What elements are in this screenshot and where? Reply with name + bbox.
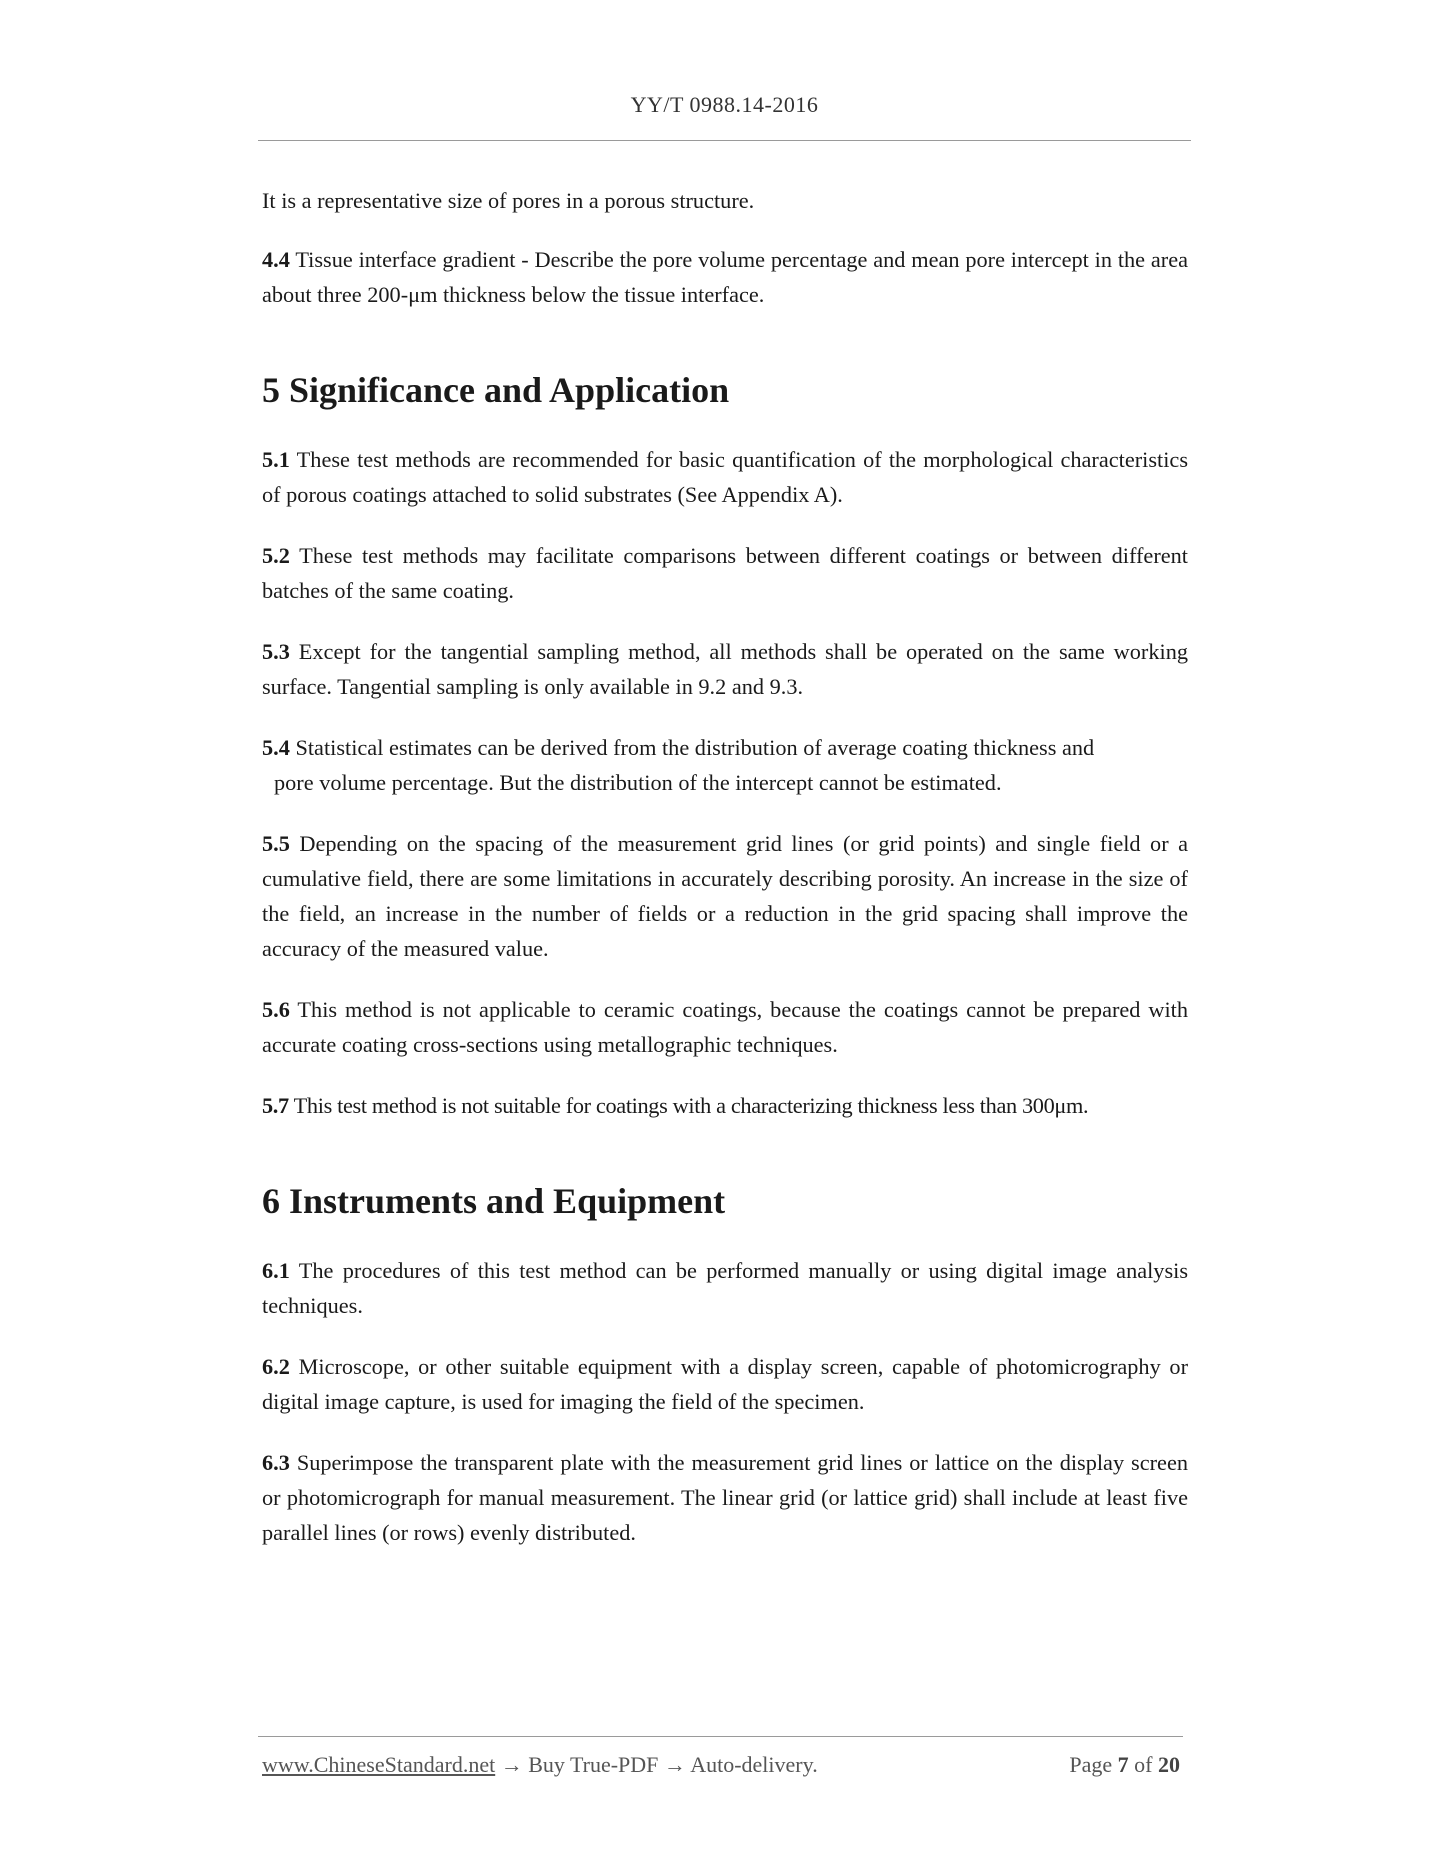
of-label: of — [1134, 1752, 1153, 1777]
clause-number: 5.3 — [262, 639, 290, 664]
clause-5-4 — [262, 730, 1188, 800]
clause-number: 5.7 — [262, 1093, 289, 1118]
clause-text: Superimpose the transparent plate with the measurement grid lines or lattice on the display screen or photomicrograph for manual measurement. The linear grid (or lattice grid) shall include at least five parallel lines (or rows) evenly distributed. — [262, 1450, 1188, 1545]
website-link[interactable]: www.ChineseStandard.net — [262, 1752, 496, 1777]
clause-number: 5.5 — [262, 831, 290, 856]
section-6-heading: 6 Instruments and Equipment — [262, 1181, 726, 1221]
footer-promo — [262, 1752, 818, 1778]
clause-5-2 — [262, 538, 1188, 608]
clause-number: 6.3 — [262, 1450, 290, 1475]
section-5-heading: 5 Significance and Application — [262, 370, 730, 410]
clause-text: This method is not applicable to ceramic coatings, because the coatings cannot be prepared with accurate coating cross-sections using metallographic techniques. — [262, 997, 1189, 1057]
clause-text: Statistical estimates can be derived from the distribution of average coating thickness and — [295, 735, 1095, 760]
arrow-icon: → — [663, 1752, 686, 1777]
clause-5-1 — [262, 442, 1188, 512]
intro-text: It is a representative size of pores in a porous structure. — [262, 188, 755, 213]
clause-5-6 — [262, 992, 1188, 1062]
clause-number: 5.2 — [262, 543, 290, 568]
page-number: 7 — [1117, 1752, 1129, 1777]
clause-text: These test methods may facilitate comparisons between different coatings or between different batches of the same coating. — [262, 543, 1188, 603]
auto-delivery-text: Auto-delivery. — [690, 1752, 818, 1777]
footer-divider — [258, 1736, 1183, 1737]
clause-text: Depending on the spacing of the measurement grid lines (or grid points) and single field or a cumulative field, there are some limitations in accurately describing porosity. An increase in the size of the field, an increase in the number of fields or a reduction in the grid spacing shall improve the accuracy of the measured value. — [262, 831, 1189, 961]
clause-text-continued: pore volume percentage. But the distribution of the intercept cannot be estimated. — [274, 770, 1002, 795]
clause-5-7 — [262, 1088, 1188, 1123]
clause-text: The procedures of this test method can be performed manually or using digital image analysis techniques. — [262, 1258, 1189, 1318]
clause-text: This test method is not suitable for coatings with a characterizing thickness less than 300μm. — [293, 1093, 1089, 1118]
clause-4-4 — [262, 242, 1188, 312]
clause-text: Microscope, or other suitable equipment with a display screen, capable of photomicrography or digital image capture, is used for imaging the field of the specimen. — [262, 1354, 1188, 1414]
clause-5-5 — [262, 826, 1188, 966]
clause-text: Tissue interface gradient - Describe the pore volume percentage and mean pore intercept in the area about three 200-μm thickness below the tissue interface. — [262, 247, 1188, 307]
clause-number: 6.2 — [262, 1354, 290, 1379]
arrow-icon: → — [500, 1752, 523, 1777]
clause-number: 5.1 — [262, 447, 290, 472]
clause-5-3 — [262, 634, 1188, 704]
page-indicator — [1069, 1752, 1180, 1778]
clause-6-1 — [262, 1253, 1188, 1323]
header-divider — [258, 140, 1191, 141]
buy-pdf-text: Buy True-PDF — [528, 1752, 659, 1777]
intro-paragraph — [262, 183, 1188, 218]
clause-number: 5.6 — [262, 997, 290, 1022]
clause-number: 6.1 — [262, 1258, 290, 1283]
document-code: YY/T 0988.14-2016 — [630, 92, 819, 117]
clause-text: These test methods are recommended for basic quantification of the morphological characteristics of porous coatings attached to solid substrates (See Appendix A). — [262, 447, 1189, 507]
clause-number: 4.4 — [262, 247, 290, 272]
page-body — [262, 183, 1188, 1576]
clause-6-3 — [262, 1445, 1188, 1550]
clause-number: 5.4 — [262, 735, 290, 760]
page-total: 20 — [1158, 1752, 1180, 1777]
clause-6-2 — [262, 1349, 1188, 1419]
clause-text: Except for the tangential sampling method, all methods shall be operated on the same working surface. Tangential sampling is only available in 9.2 and 9.3. — [262, 639, 1188, 699]
page-label: Page — [1069, 1752, 1113, 1777]
